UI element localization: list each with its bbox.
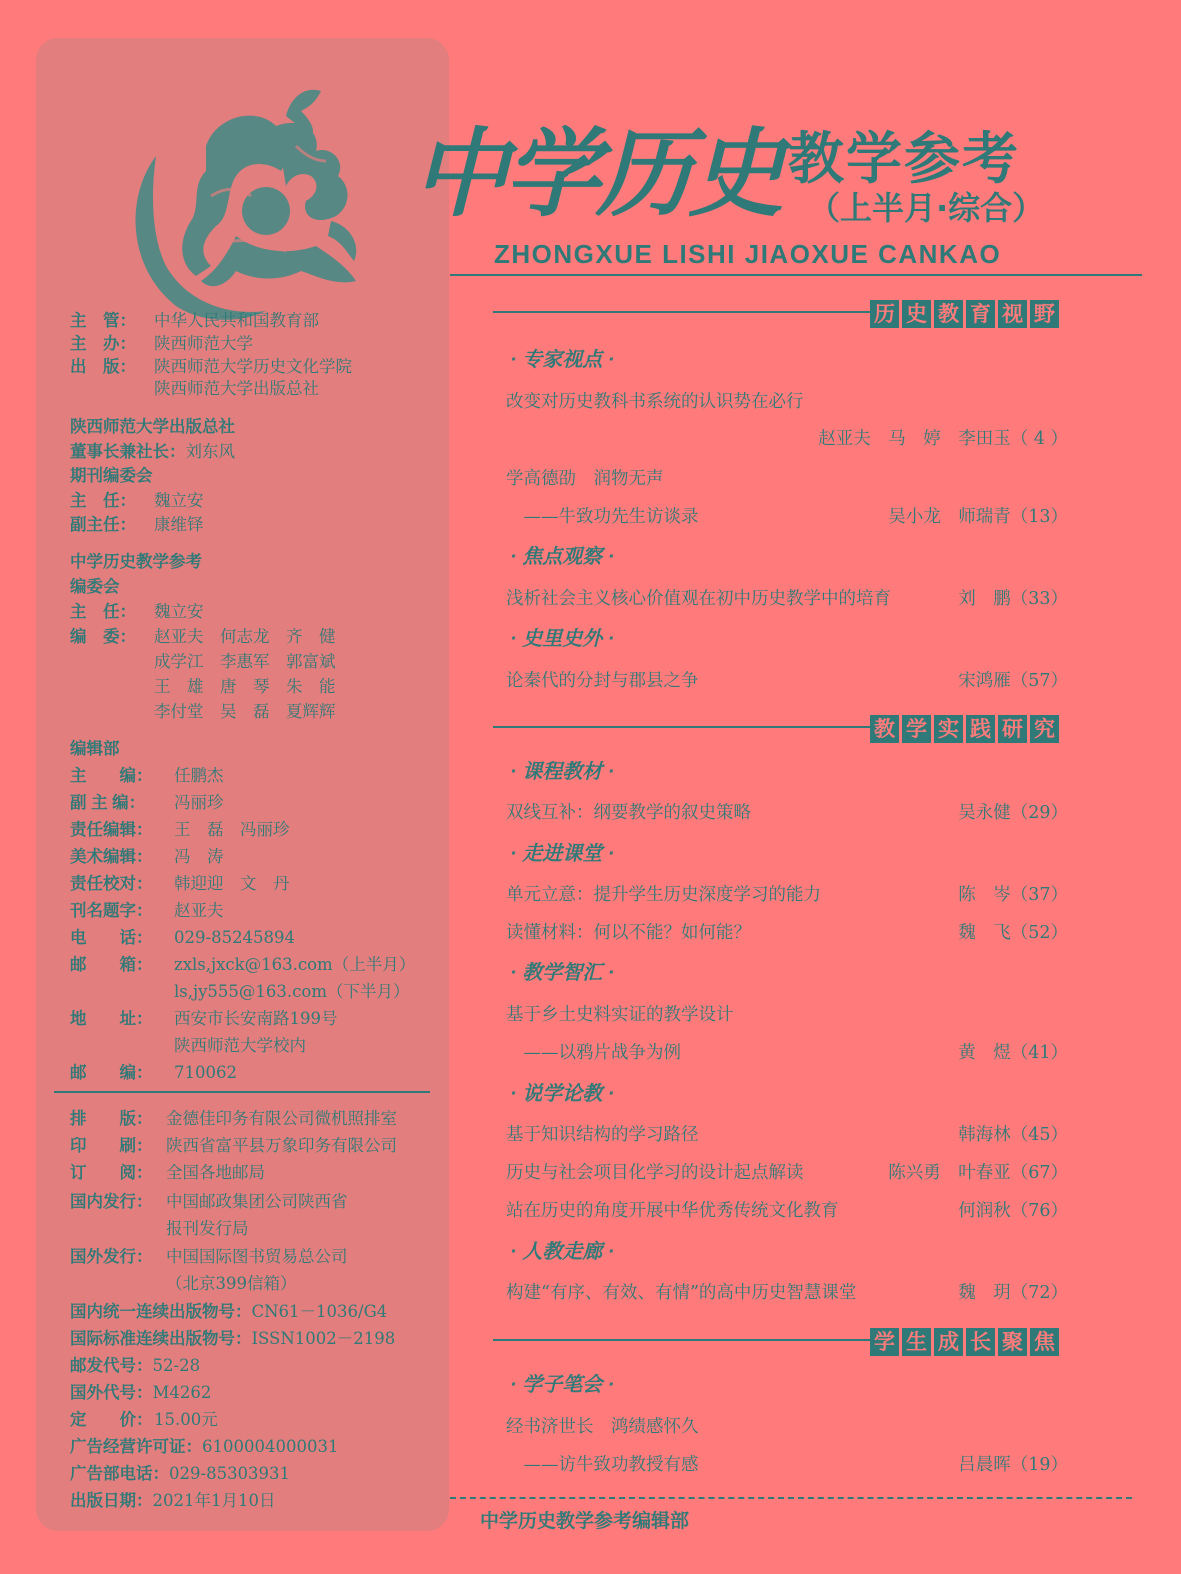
foreign-value-2: （北京399信箱）	[166, 1274, 297, 1293]
domestic-row	[70, 1191, 348, 1213]
board-member-line: 王 雄 唐 琴 朱 能	[154, 677, 336, 696]
phone-row	[70, 927, 295, 949]
calligraphy-row	[70, 900, 224, 922]
tiger-emblem-logo	[116, 76, 376, 326]
article-title: 单元立意：提升学生历史深度学习的能力	[506, 885, 821, 905]
supervisor-row	[70, 310, 319, 332]
section-char: 教	[934, 300, 963, 328]
press-title: 陕西师范大学出版总社	[70, 418, 235, 436]
postcode-row	[70, 1062, 237, 1084]
section-char: 践	[966, 715, 995, 743]
article-title: ——牛致功先生访谈录	[506, 507, 699, 527]
deputy-editor-value: 冯丽珍	[174, 793, 224, 812]
publisher-value-2: 陕西师范大学出版总社	[154, 379, 319, 398]
sponsor-row	[70, 333, 253, 355]
section-char: 教	[870, 715, 899, 743]
article-title: ——访牛致功教授有感	[506, 1455, 699, 1475]
issn-key: 国际标准连续出版物号：	[70, 1330, 252, 1348]
column-heading: · 说学论教 ·	[510, 1083, 615, 1105]
typeset-value: 金德佳印务有限公司微机照排室	[166, 1109, 397, 1128]
article-authors: 韩海林（45）	[958, 1125, 1068, 1145]
board-members-key: 编 委：	[70, 628, 136, 646]
deputy-editor-key: 副 主 编：	[70, 794, 146, 812]
foreign-code-key: 国外代号：	[70, 1384, 153, 1402]
resp-editor-key: 责任编辑：	[70, 821, 153, 839]
board-members-row	[70, 626, 336, 648]
subscription-row	[70, 1162, 265, 1184]
column-heading: · 史里史外 ·	[510, 628, 615, 650]
committee-director-value: 魏立安	[154, 491, 204, 510]
price-key: 定 价：	[70, 1411, 153, 1429]
column-heading: · 专家视点 ·	[510, 349, 615, 371]
section-char: 史	[902, 300, 931, 328]
article-authors: 魏 飞（52）	[958, 923, 1068, 943]
chief-editor-row	[70, 765, 224, 787]
publisher-row	[70, 356, 352, 378]
section-char: 学	[870, 1328, 899, 1356]
section-rule	[493, 311, 871, 313]
supervisor-key: 主 管：	[70, 312, 136, 330]
section-char: 生	[902, 1328, 931, 1356]
foreign-key: 国外发行：	[70, 1248, 153, 1266]
email-row	[70, 954, 415, 976]
chairman-row	[70, 441, 235, 463]
email-key: 邮 箱：	[70, 956, 153, 974]
issn-value: ISSN1002－2198	[251, 1329, 396, 1348]
section-char: 成	[934, 1328, 963, 1356]
printing-row	[70, 1135, 397, 1157]
art-editor-key: 美术编辑：	[70, 848, 153, 866]
proofreader-value: 韩迎迎 文 丹	[174, 874, 290, 893]
address-row	[70, 1008, 338, 1030]
ad-phone-key: 广告部电话：	[70, 1465, 169, 1483]
resp-editor-row	[70, 819, 290, 841]
article-title: 读懂材料：何以不能？如何能？	[506, 923, 751, 943]
article-authors: 宋鸿雁（57）	[958, 671, 1068, 691]
dept-title: 编辑部	[70, 740, 120, 758]
sponsor-key: 主 办：	[70, 335, 136, 353]
article-authors: 刘 鹏（33）	[958, 589, 1068, 609]
chief-editor-key: 主 编：	[70, 767, 153, 785]
article-title: 论秦代的分封与郡县之争	[506, 671, 699, 691]
section-char: 历	[870, 300, 899, 328]
subscription-value: 全国各地邮局	[166, 1163, 265, 1182]
chairman-value: 刘东风	[185, 442, 235, 461]
board-director-row	[70, 601, 204, 623]
article-authors: 吴永健（29）	[958, 803, 1068, 823]
article-title: 改变对历史教科书系统的认识势在必行	[506, 392, 804, 412]
email-value-2: ls,jy555@163.com（下半月）	[174, 982, 410, 1001]
journal-pinyin: ZHONGXUE LISHI JIAOXUE CANKAO	[494, 239, 1002, 269]
article-authors: 黄 煜（41）	[958, 1043, 1068, 1063]
post-code-dist-row	[70, 1355, 200, 1377]
foreign-row	[70, 1246, 348, 1268]
ad-license-row	[70, 1436, 338, 1458]
panel-divider	[54, 1091, 430, 1093]
post-code-dist-key: 邮发代号：	[70, 1357, 153, 1375]
article-title: 学高德劭 润物无声	[506, 469, 664, 489]
section-title-teaching-practice	[870, 715, 1059, 743]
committee-vice-key: 副主任：	[70, 516, 136, 534]
section-rule	[493, 1339, 871, 1341]
section-char: 究	[1030, 715, 1059, 743]
proofreader-row	[70, 873, 290, 895]
article-title: 基于乡土史料实证的教学设计	[506, 1005, 734, 1025]
article-title: 双线互补：纲要教学的叙史策略	[506, 803, 751, 823]
section-title-history-education	[870, 300, 1059, 328]
chairman-key: 董事长兼社长：	[70, 443, 186, 461]
calligraphy-value: 赵亚夫	[174, 901, 224, 920]
article-authors: 陈 岑（37）	[958, 885, 1068, 905]
column-heading: · 焦点观察 ·	[510, 546, 615, 568]
footer-publisher: 中学历史教学参考编辑部	[480, 1510, 690, 1532]
price-value: 15.00元	[154, 1410, 218, 1429]
section-char: 长	[966, 1328, 995, 1356]
section-title-student-growth	[870, 1328, 1059, 1356]
section-char: 聚	[998, 1328, 1027, 1356]
domestic-value: 中国邮政集团公司陕西省	[166, 1192, 348, 1211]
price-row	[70, 1409, 218, 1431]
header-rule	[450, 274, 1142, 276]
postcode-value: 710062	[174, 1063, 237, 1082]
article-title: 站在历史的角度开展中华优秀传统文化教育	[506, 1201, 839, 1221]
address-value-2: 陕西师范大学校内	[174, 1036, 306, 1055]
article-authors: 陈兴勇 叶春亚（67）	[888, 1163, 1068, 1183]
pub-date-value: 2021年1月10日	[152, 1491, 276, 1510]
cn-number-value: CN61－1036/G4	[251, 1302, 388, 1321]
printing-key: 印 刷：	[70, 1137, 153, 1155]
cn-number-key: 国内统一连续出版物号：	[70, 1303, 252, 1321]
publisher-value: 陕西师范大学历史文化学院	[154, 357, 352, 376]
section-char: 研	[998, 715, 1027, 743]
sponsor-value: 陕西师范大学	[154, 334, 253, 353]
board-member-line: 成学江 李惠军 郭富斌	[154, 652, 336, 671]
journal-edition: （上半月·综合）	[808, 189, 1045, 227]
subscription-key: 订 阅：	[70, 1164, 153, 1182]
article-title: ——以鸦片战争为例	[506, 1043, 681, 1063]
article-title: 基于知识结构的学习路径	[506, 1125, 699, 1145]
printing-value: 陕西省富平县万象印务有限公司	[166, 1136, 397, 1155]
board-director-value: 魏立安	[154, 602, 204, 621]
column-heading: · 走进课堂 ·	[510, 843, 615, 865]
typeset-row	[70, 1108, 397, 1130]
calligraphy-key: 刊名题字：	[70, 902, 153, 920]
typeset-key: 排 版：	[70, 1110, 153, 1128]
article-authors: 魏 玥（72）	[958, 1283, 1068, 1303]
journal-name: 中学历史教学参考	[70, 553, 202, 571]
postcode-key: 邮 编：	[70, 1064, 153, 1082]
section-char: 野	[1030, 300, 1059, 328]
resp-editor-value: 王 磊 冯丽珍	[174, 820, 290, 839]
phone-value: 029-85245894	[174, 928, 296, 947]
article-title: 浅析社会主义核心价值观在初中历史教学中的培育	[506, 589, 891, 609]
section-rule	[493, 726, 871, 728]
section-char: 焦	[1030, 1328, 1059, 1356]
publisher-key: 出 版：	[70, 358, 136, 376]
column-heading: · 学子笔会 ·	[510, 1374, 615, 1396]
email-value: zxls,jxck@163.com（上半月）	[174, 955, 416, 974]
art-editor-row	[70, 846, 224, 868]
domestic-key: 国内发行：	[70, 1193, 153, 1211]
post-code-dist-value: 52-28	[152, 1356, 201, 1375]
board-member-line: 李付堂 吴 磊 夏辉辉	[154, 702, 336, 721]
colophon-panel	[36, 38, 449, 1531]
column-heading: · 课程教材 ·	[510, 761, 615, 783]
committee-director-key: 主 任：	[70, 492, 136, 510]
article-authors: 何润秋（76）	[958, 1201, 1068, 1221]
ad-phone-row	[70, 1463, 290, 1485]
foreign-code-row	[70, 1382, 211, 1404]
article-title: 历史与社会项目化学习的设计起点解读	[506, 1163, 804, 1183]
column-heading: · 教学智汇 ·	[510, 962, 615, 984]
ad-phone-value: 029-85303931	[169, 1464, 291, 1483]
board-director-key: 主 任：	[70, 603, 136, 621]
phone-key: 电 话：	[70, 929, 153, 947]
section-char: 视	[998, 300, 1027, 328]
journal-committee: 期刊编委会	[70, 467, 153, 485]
committee-vice-value: 康维铎	[154, 515, 204, 534]
proofreader-key: 责任校对：	[70, 875, 153, 893]
art-editor-value: 冯 涛	[174, 847, 224, 866]
address-value: 西安市长安南路199号	[174, 1009, 338, 1028]
section-char: 实	[934, 715, 963, 743]
article-title: 经书济世长 鸿绩感怀久	[506, 1417, 699, 1437]
foreign-value: 中国国际图书贸易总公司	[166, 1247, 348, 1266]
journal-title-sub: 教学参考	[788, 127, 1020, 192]
article-authors: 吴小龙 师瑞青（13）	[888, 507, 1068, 527]
chief-editor-value: 任鹏杰	[174, 766, 224, 785]
foreign-code-value: M4262	[152, 1383, 212, 1402]
pub-date-row	[70, 1490, 276, 1512]
article-authors: 吕晨晖（19）	[958, 1455, 1068, 1475]
article-title: 构建“有序、有效、有情”的高中历史智慧课堂	[506, 1283, 857, 1303]
committee-vice-row	[70, 514, 204, 536]
domestic-value-2: 报刊发行局	[166, 1219, 249, 1238]
footer-dashed-rule	[450, 1497, 1132, 1499]
supervisor-value: 中华人民共和国教育部	[154, 311, 319, 330]
pub-date-key: 出版日期：	[70, 1492, 153, 1510]
section-char: 育	[966, 300, 995, 328]
deputy-editor-row	[70, 792, 224, 814]
committee-director-row	[70, 490, 204, 512]
section-char: 学	[902, 715, 931, 743]
article-authors: 赵亚夫 马 婷 李田玉（ 4 ）	[818, 429, 1068, 449]
issn-row	[70, 1328, 395, 1350]
address-key: 地 址：	[70, 1010, 153, 1028]
column-heading: · 人教走廊 ·	[510, 1241, 615, 1263]
ad-license-key: 广告经营许可证：	[70, 1438, 202, 1456]
editorial-board: 编委会	[70, 578, 120, 596]
journal-title-calligraphy: 中学历史	[412, 117, 780, 230]
cn-number-row	[70, 1301, 387, 1323]
ad-license-value: 6100004000031	[202, 1437, 339, 1456]
board-member-line: 赵亚夫 何志龙 齐 健	[154, 627, 336, 646]
